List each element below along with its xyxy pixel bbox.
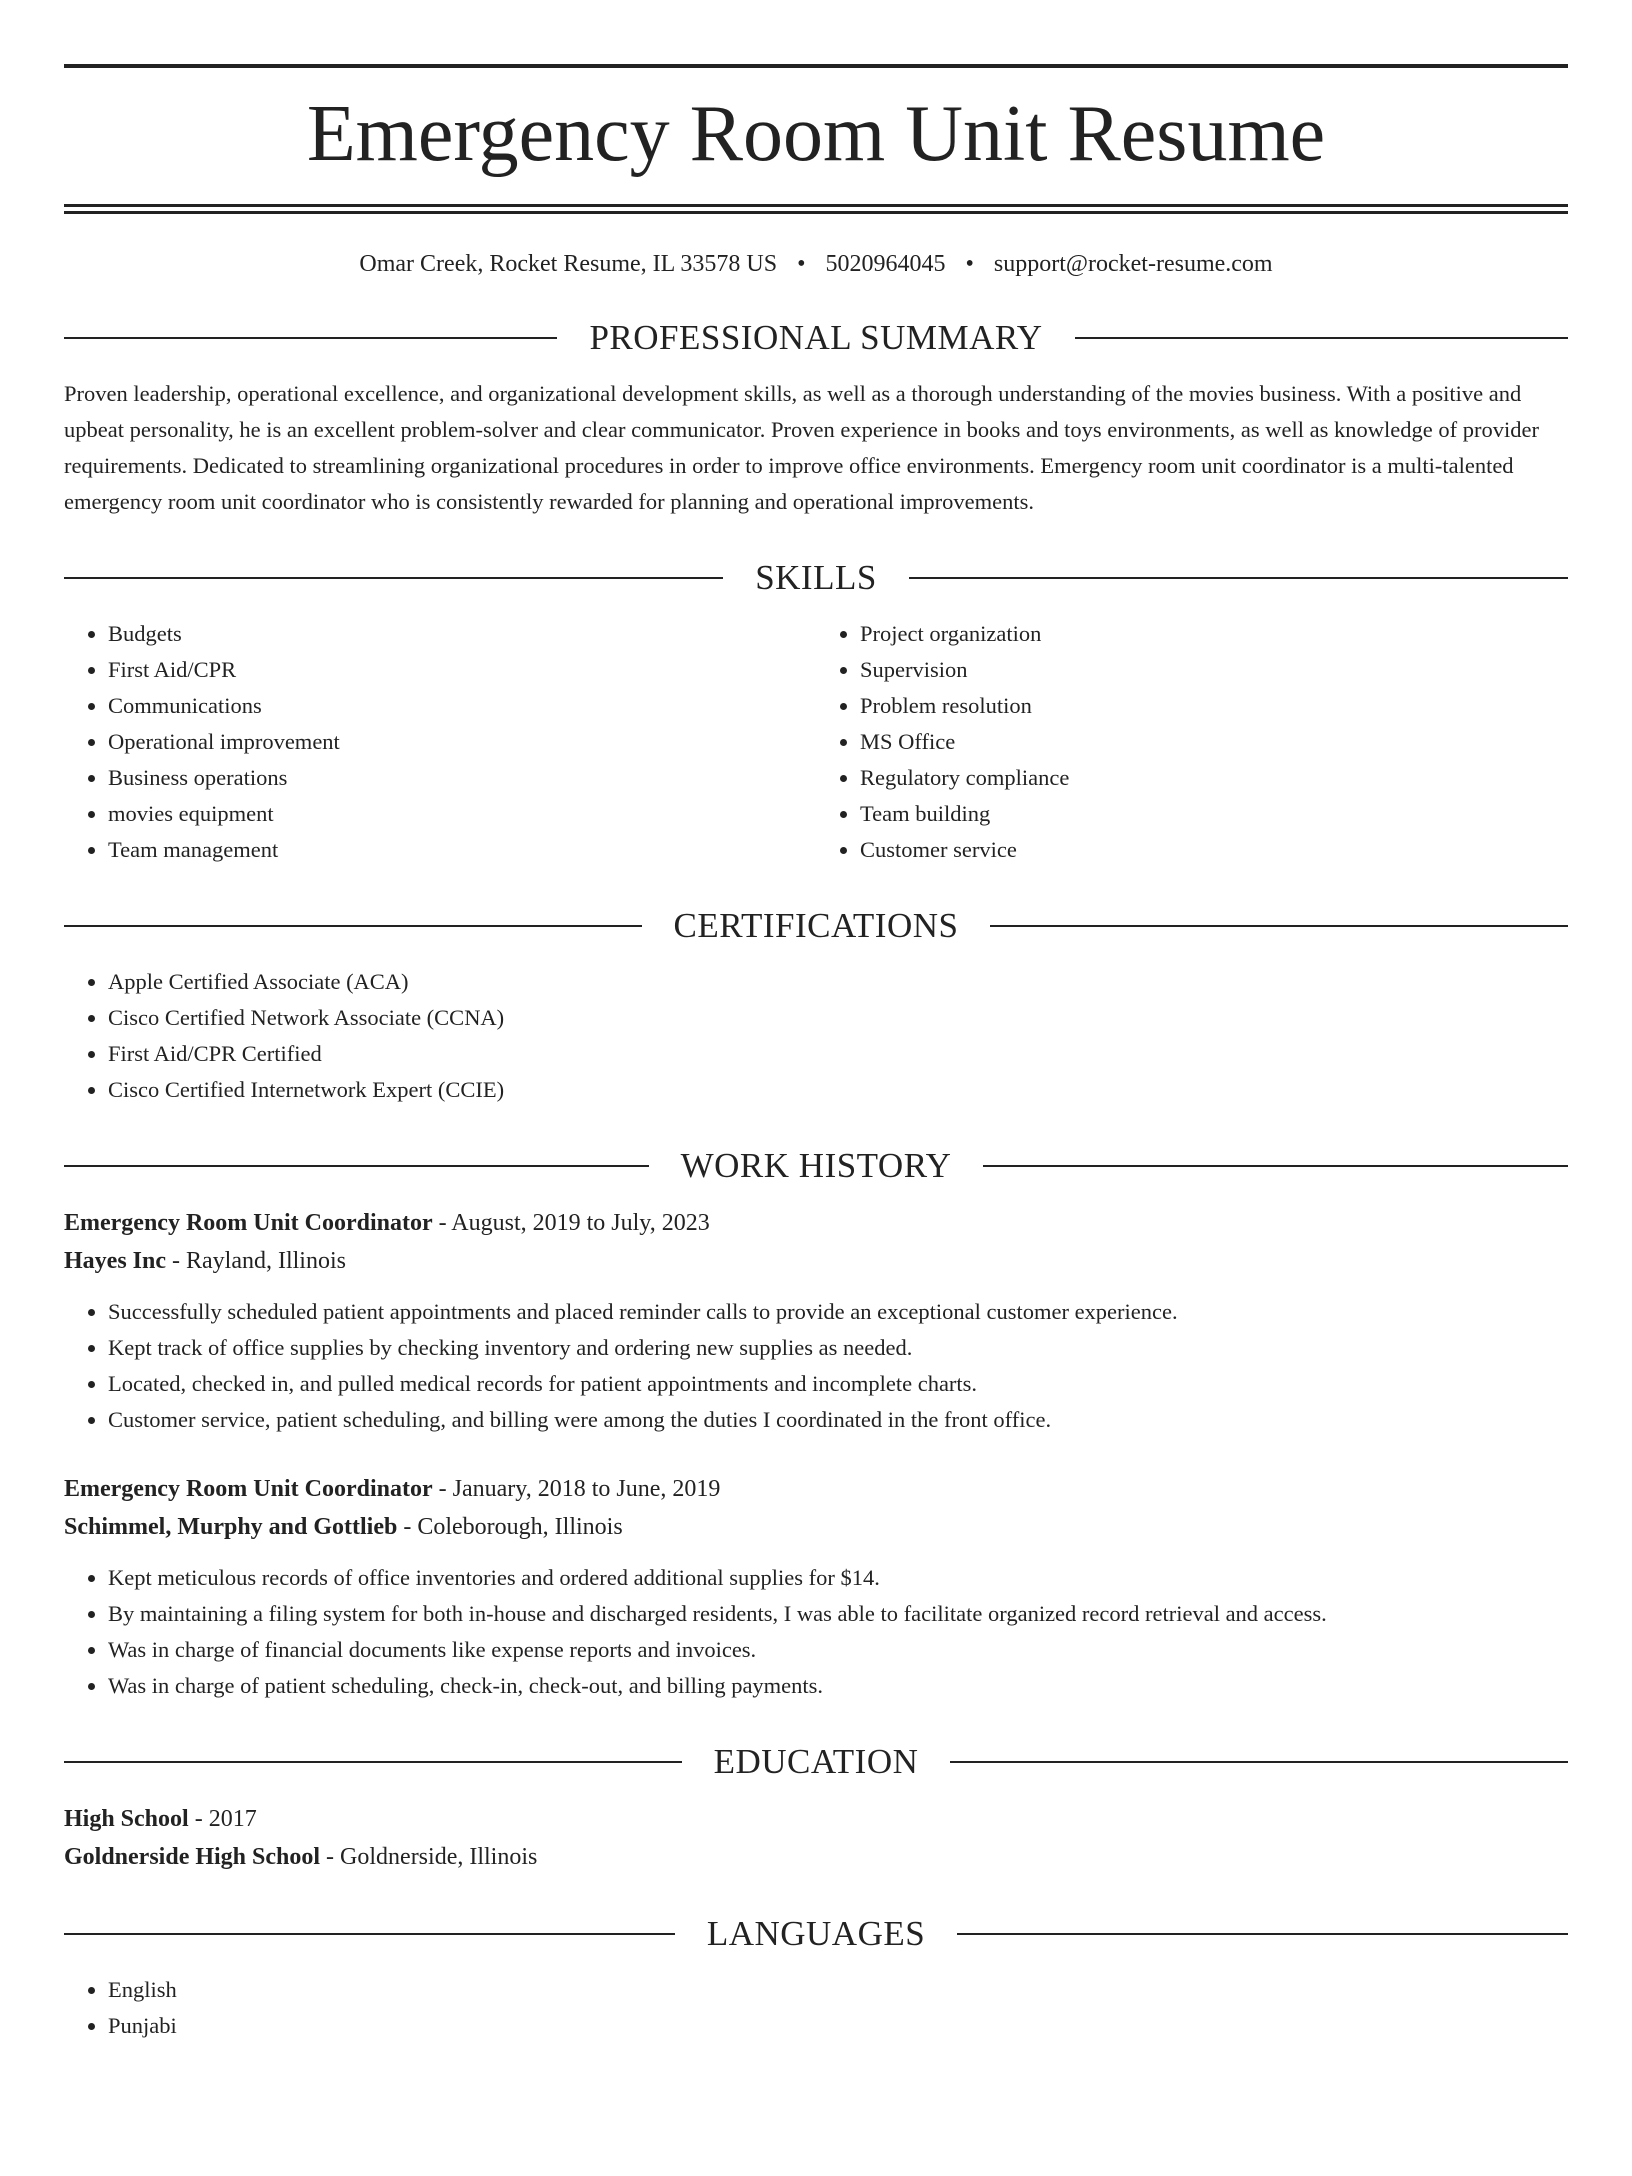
job-title: Emergency Room Unit Coordinator <box>64 1210 433 1236</box>
language-item: • Punjabi <box>108 2008 1568 2044</box>
skill-item: • Budgets <box>108 616 816 652</box>
section-heading-skills <box>64 558 1568 598</box>
job-bullet: • Customer service, patient scheduling, and billing were among the duties I coordinated in the front office. <box>108 1402 1568 1438</box>
job-bullet: • Successfully scheduled patient appointments and placed reminder calls to provide an exceptional customer experience. <box>108 1294 1568 1330</box>
contact-line <box>64 248 1568 280</box>
heading-rule <box>990 925 1568 927</box>
skill-item: • Communications <box>108 688 816 724</box>
certification-item: • Cisco Certified Network Associate (CCNA) <box>108 1000 1568 1036</box>
heading-rule <box>64 1165 649 1167</box>
job-bullet: • Kept meticulous records of office inventories and ordered additional supplies for $14. <box>108 1560 1568 1596</box>
section-heading-summary <box>64 318 1568 358</box>
heading-rule <box>957 1933 1568 1935</box>
title-double-rule <box>64 204 1568 214</box>
job-location: - Rayland, Illinois <box>166 1248 346 1274</box>
job-company-line <box>64 1242 1568 1280</box>
contact-address: Omar Creek, Rocket Resume, IL 33578 US <box>359 251 778 277</box>
skill-item: • Team building <box>860 796 1568 832</box>
job-bullets <box>64 1560 1568 1704</box>
skill-item: • Project organization <box>860 616 1568 652</box>
certification-item: • Apple Certified Associate (ACA) <box>108 964 1568 1000</box>
heading-rule <box>64 1761 682 1763</box>
job-bullets <box>64 1294 1568 1438</box>
contact-separator: • <box>965 251 974 277</box>
resume-title: Emergency Room Unit Resume <box>306 90 1326 178</box>
job-company: Hayes Inc <box>64 1248 166 1274</box>
contact-phone: 5020964045 <box>825 251 946 277</box>
job-dates: - January, 2018 to June, 2019 <box>432 1476 721 1502</box>
skill-item: • Regulatory compliance <box>860 760 1568 796</box>
job-company-line <box>64 1508 1568 1546</box>
section-title: WORK HISTORY <box>680 1146 952 1185</box>
languages-list <box>64 1972 1568 2044</box>
skill-item: • First Aid/CPR <box>108 652 816 688</box>
section-heading-languages <box>64 1914 1568 1954</box>
heading-rule <box>1075 337 1568 339</box>
heading-rule <box>983 1165 1568 1167</box>
certifications-list <box>64 964 1568 1108</box>
job-bullet: • Kept track of office supplies by checking inventory and ordering new supplies as needed. <box>108 1330 1568 1366</box>
heading-rule <box>64 337 557 339</box>
skill-item: • Customer service <box>860 832 1568 868</box>
skills-column-left <box>64 616 816 868</box>
education-degree-line <box>64 1800 1568 1838</box>
resume-page <box>0 64 1632 2176</box>
skill-item: • Operational improvement <box>108 724 816 760</box>
heading-rule <box>64 1933 675 1935</box>
skill-item: • movies equipment <box>108 796 816 832</box>
heading-rule <box>64 577 723 579</box>
skill-item: • Supervision <box>860 652 1568 688</box>
job-bullet: • Located, checked in, and pulled medical records for patient appointments and incomplete charts. <box>108 1366 1568 1402</box>
education-year: - 2017 <box>188 1806 257 1832</box>
section-title: EDUCATION <box>713 1742 919 1781</box>
heading-rule <box>64 925 642 927</box>
top-rule <box>64 64 1568 68</box>
job-entry <box>64 1470 1568 1704</box>
section-heading-education <box>64 1742 1568 1782</box>
section-title: PROFESSIONAL SUMMARY <box>589 318 1043 357</box>
skill-item: • Business operations <box>108 760 816 796</box>
section-title: LANGUAGES <box>706 1914 926 1953</box>
summary-text: Proven leadership, operational excellence, and organizational development skills, as well as a thorough understanding of the movies business. With a positive and upbeat personality, he is an excellent problem-solver and clear communicator. Proven experience in books and toys environments, as well as knowledge of provider requirements. Dedicated to streamlining organizational procedures in order to improve office environments. Emergency room unit coordinator is a multi-talented emergency room unit coordinator who is consistently rewarded for planning and operational improvements. <box>64 381 1539 514</box>
section-heading-certifications <box>64 906 1568 946</box>
education-school: Goldnerside High School <box>64 1844 321 1870</box>
certification-item: • First Aid/CPR Certified <box>108 1036 1568 1072</box>
heading-rule <box>950 1761 1568 1763</box>
job-company: Schimmel, Murphy and Gottlieb <box>64 1514 398 1540</box>
job-title-line <box>64 1470 1568 1508</box>
section-title: SKILLS <box>755 558 877 597</box>
job-title: Emergency Room Unit Coordinator <box>64 1476 433 1502</box>
job-bullet: • Was in charge of patient scheduling, check-in, check-out, and billing payments. <box>108 1668 1568 1704</box>
education-school-line <box>64 1838 1568 1876</box>
section-title: CERTIFICATIONS <box>673 906 959 945</box>
job-location: - Coleborough, Illinois <box>397 1514 623 1540</box>
skills-list <box>64 616 1568 868</box>
skill-item: • Problem resolution <box>860 688 1568 724</box>
job-entry <box>64 1204 1568 1438</box>
education-degree: High School <box>64 1806 189 1832</box>
certification-item: • Cisco Certified Internetwork Expert (CCIE) <box>108 1072 1568 1108</box>
skills-column-right <box>816 616 1568 868</box>
contact-separator: • <box>797 251 806 277</box>
language-item: • English <box>108 1972 1568 2008</box>
section-heading-work-history <box>64 1146 1568 1186</box>
job-bullet: • By maintaining a filing system for both in-house and discharged residents, I was able to facilitate organized record retrieval and access. <box>108 1596 1568 1632</box>
skill-item: • Team management <box>108 832 816 868</box>
job-dates: - August, 2019 to July, 2023 <box>432 1210 710 1236</box>
skill-item: • MS Office <box>860 724 1568 760</box>
job-title-line <box>64 1204 1568 1242</box>
education-location: - Goldnerside, Illinois <box>320 1844 538 1870</box>
contact-email: support@rocket-resume.com <box>993 251 1273 277</box>
heading-rule <box>909 577 1568 579</box>
job-bullet: • Was in charge of financial documents like expense reports and invoices. <box>108 1632 1568 1668</box>
